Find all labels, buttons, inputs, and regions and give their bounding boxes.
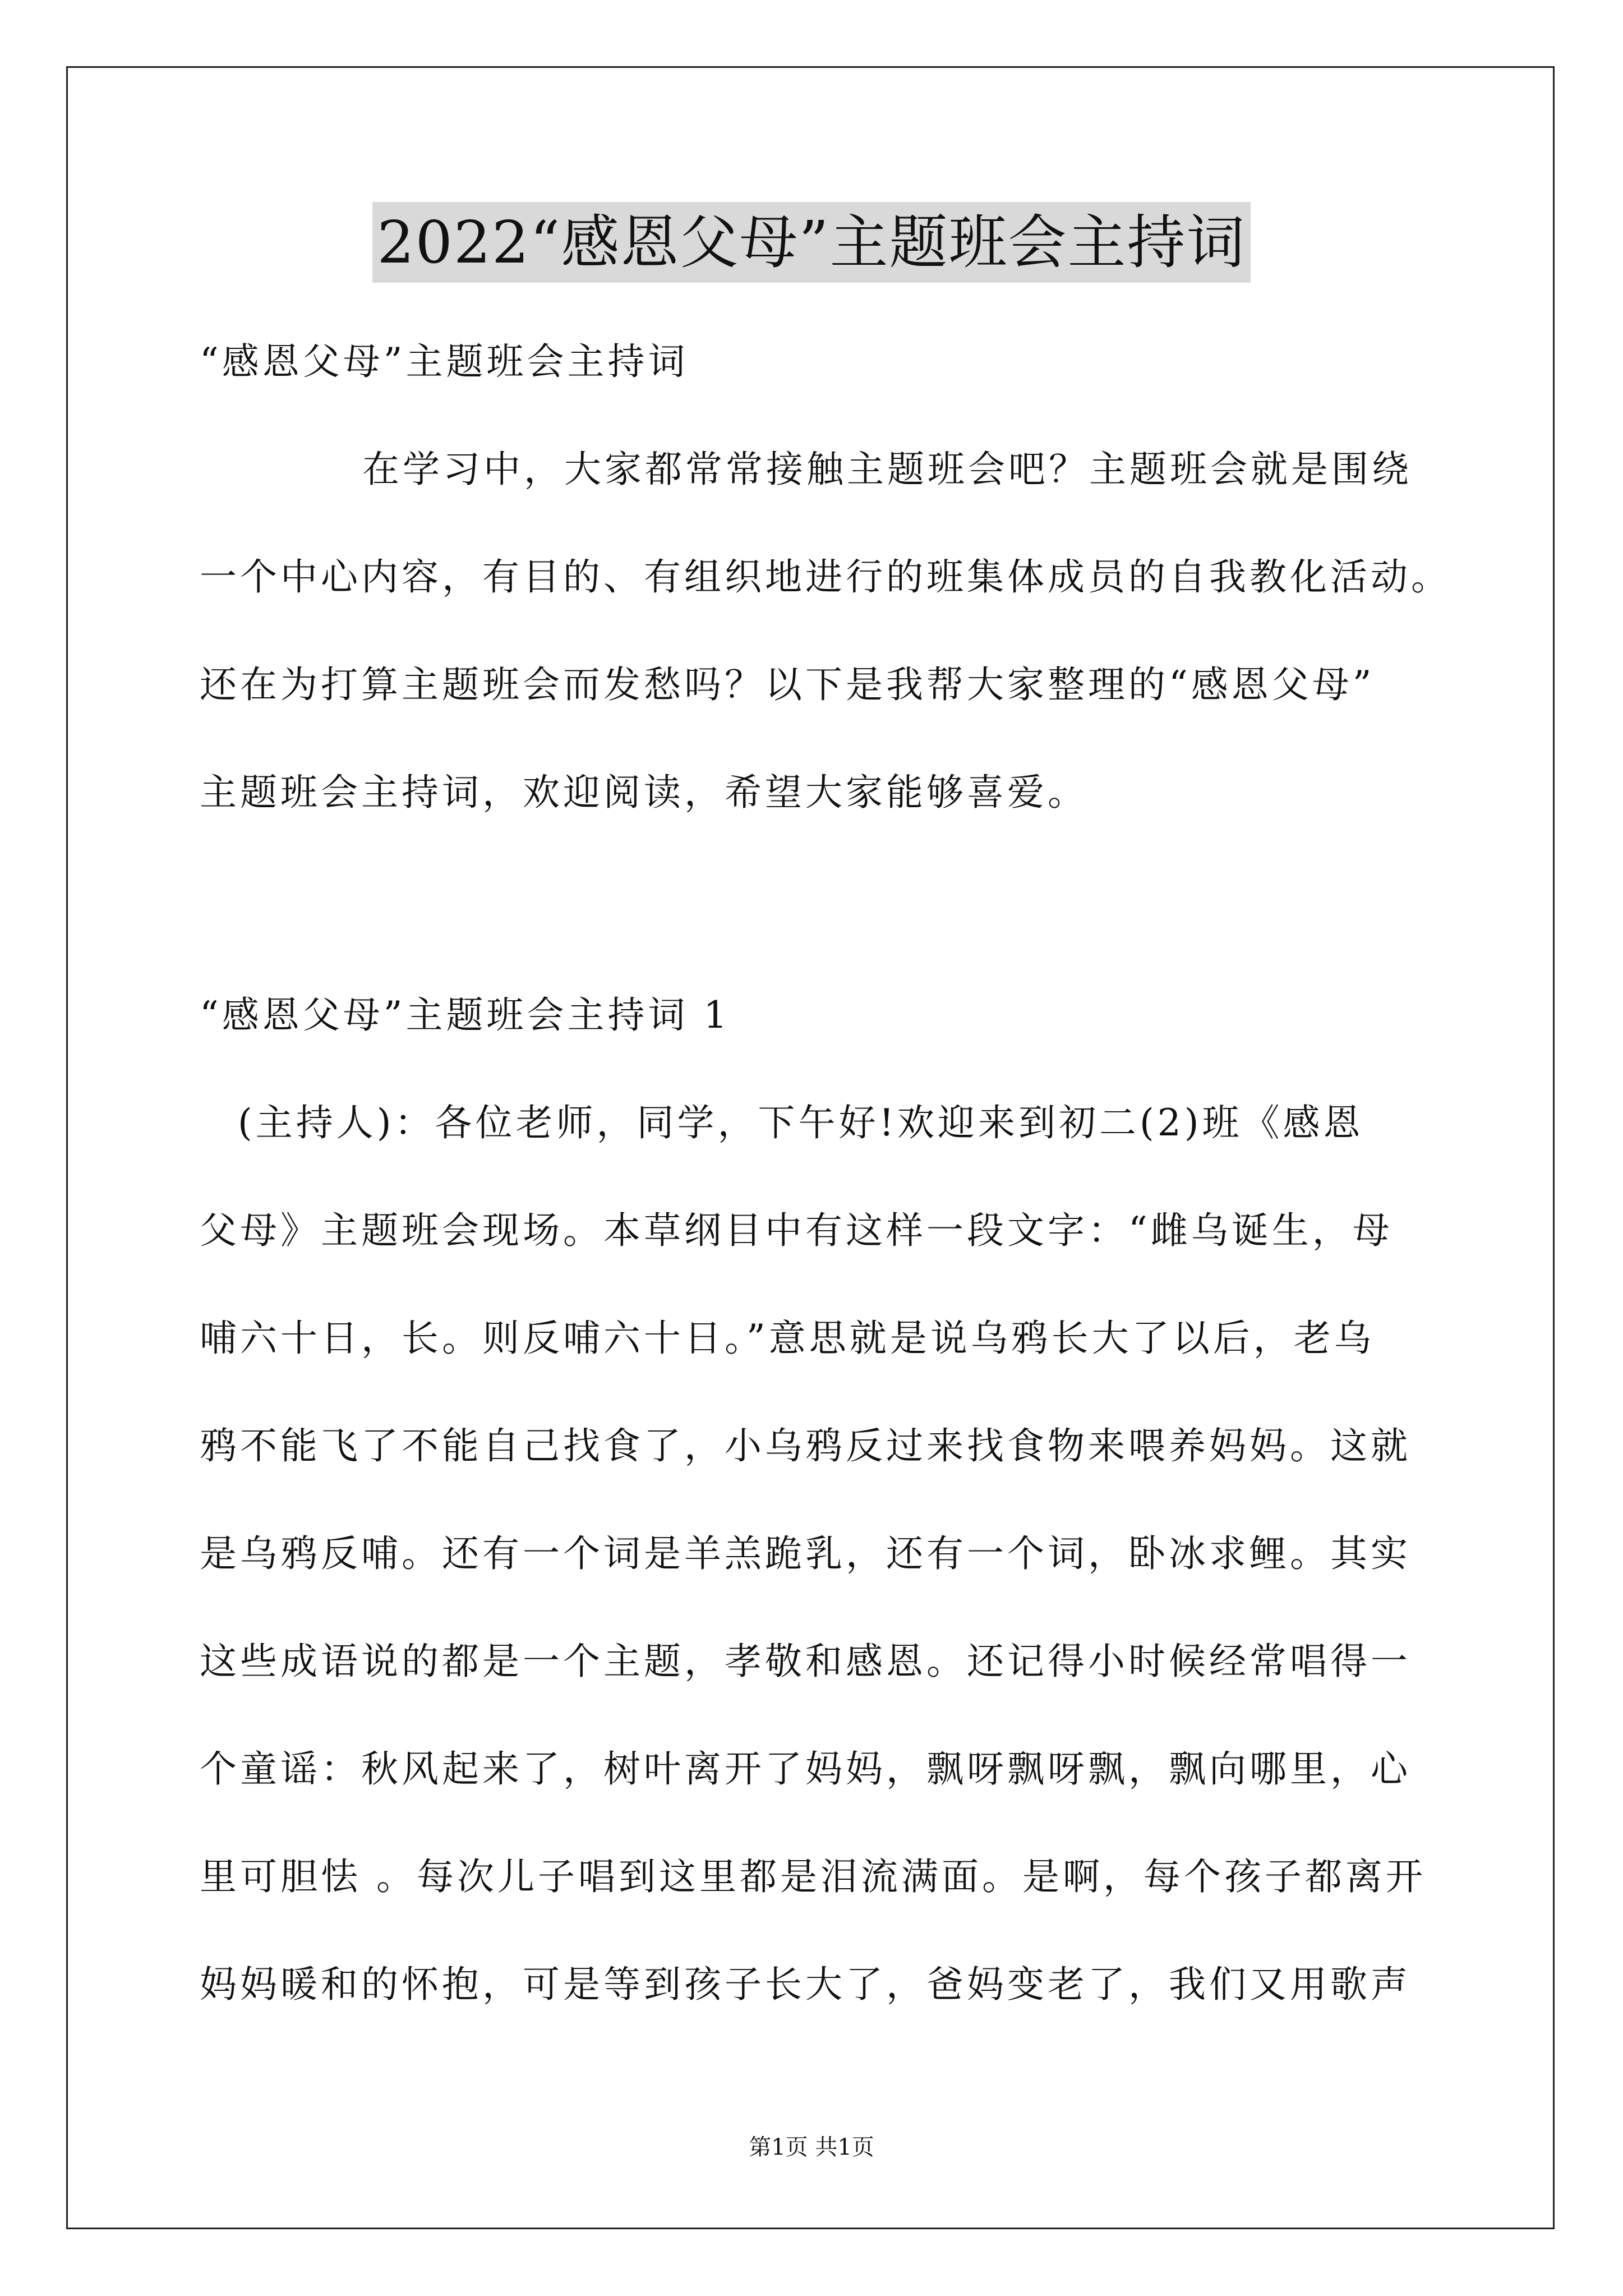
body-line: 个童谣：秋风起来了，树叶离开了妈妈，飘呀飘呀飘，飘向哪里，心 xyxy=(200,1747,1411,1791)
title-container xyxy=(0,202,1623,283)
subtitle: “感恩父母”主题班会主持词 xyxy=(200,340,689,383)
page-footer: 第1页 共1页 xyxy=(749,2134,874,2160)
intro-line: 在学习中，大家都常常接触主题班会吧？主题班会就是围绕 xyxy=(362,448,1412,491)
intro-line: 还在为打算主题班会而发愁吗？以下是我帮大家整理的“感恩父母” xyxy=(200,663,1375,706)
section-heading: “感恩父母”主题班会主持词 1 xyxy=(200,993,731,1037)
body-line: 父母》主题班会现场。本草纲目中有这样一段文字：“雌乌诞生，母 xyxy=(200,1209,1393,1252)
body-line: (主持人)：各位老师，同学，下午好!欢迎来到初二(2)班《感恩 xyxy=(238,1101,1364,1144)
body-line: 这些成语说的都是一个主题，孝敬和感恩。还记得小时候经常唱得一 xyxy=(200,1640,1411,1683)
body-line: 哺六十日，长。则反哺六十日。”意思就是说乌鸦长大了以后，老乌 xyxy=(200,1317,1375,1360)
intro-line: 主题班会主持词，欢迎阅读，希望大家能够喜爱。 xyxy=(200,771,1088,814)
body-line: 里可胆怯 。每次儿子唱到这里都是泪流满面。是啊，每个孩子都离开 xyxy=(200,1855,1426,1898)
body-line: 妈妈暖和的怀抱，可是等到孩子长大了，爸妈变老了，我们又用歌声 xyxy=(200,1963,1411,2006)
body-line: 鸦不能飞了不能自己找食了，小乌鸦反过来找食物来喂养妈妈。这就 xyxy=(200,1424,1411,1467)
body-line: 是乌鸦反哺。还有一个词是羊羔跪乳，还有一个词，卧冰求鲤。其实 xyxy=(200,1532,1411,1575)
document-title: 2022“感恩父母”主题班会主持词 xyxy=(372,202,1250,283)
intro-line: 一个中心内容，有目的、有组织地进行的班集体成员的自我教化活动。 xyxy=(200,555,1451,599)
